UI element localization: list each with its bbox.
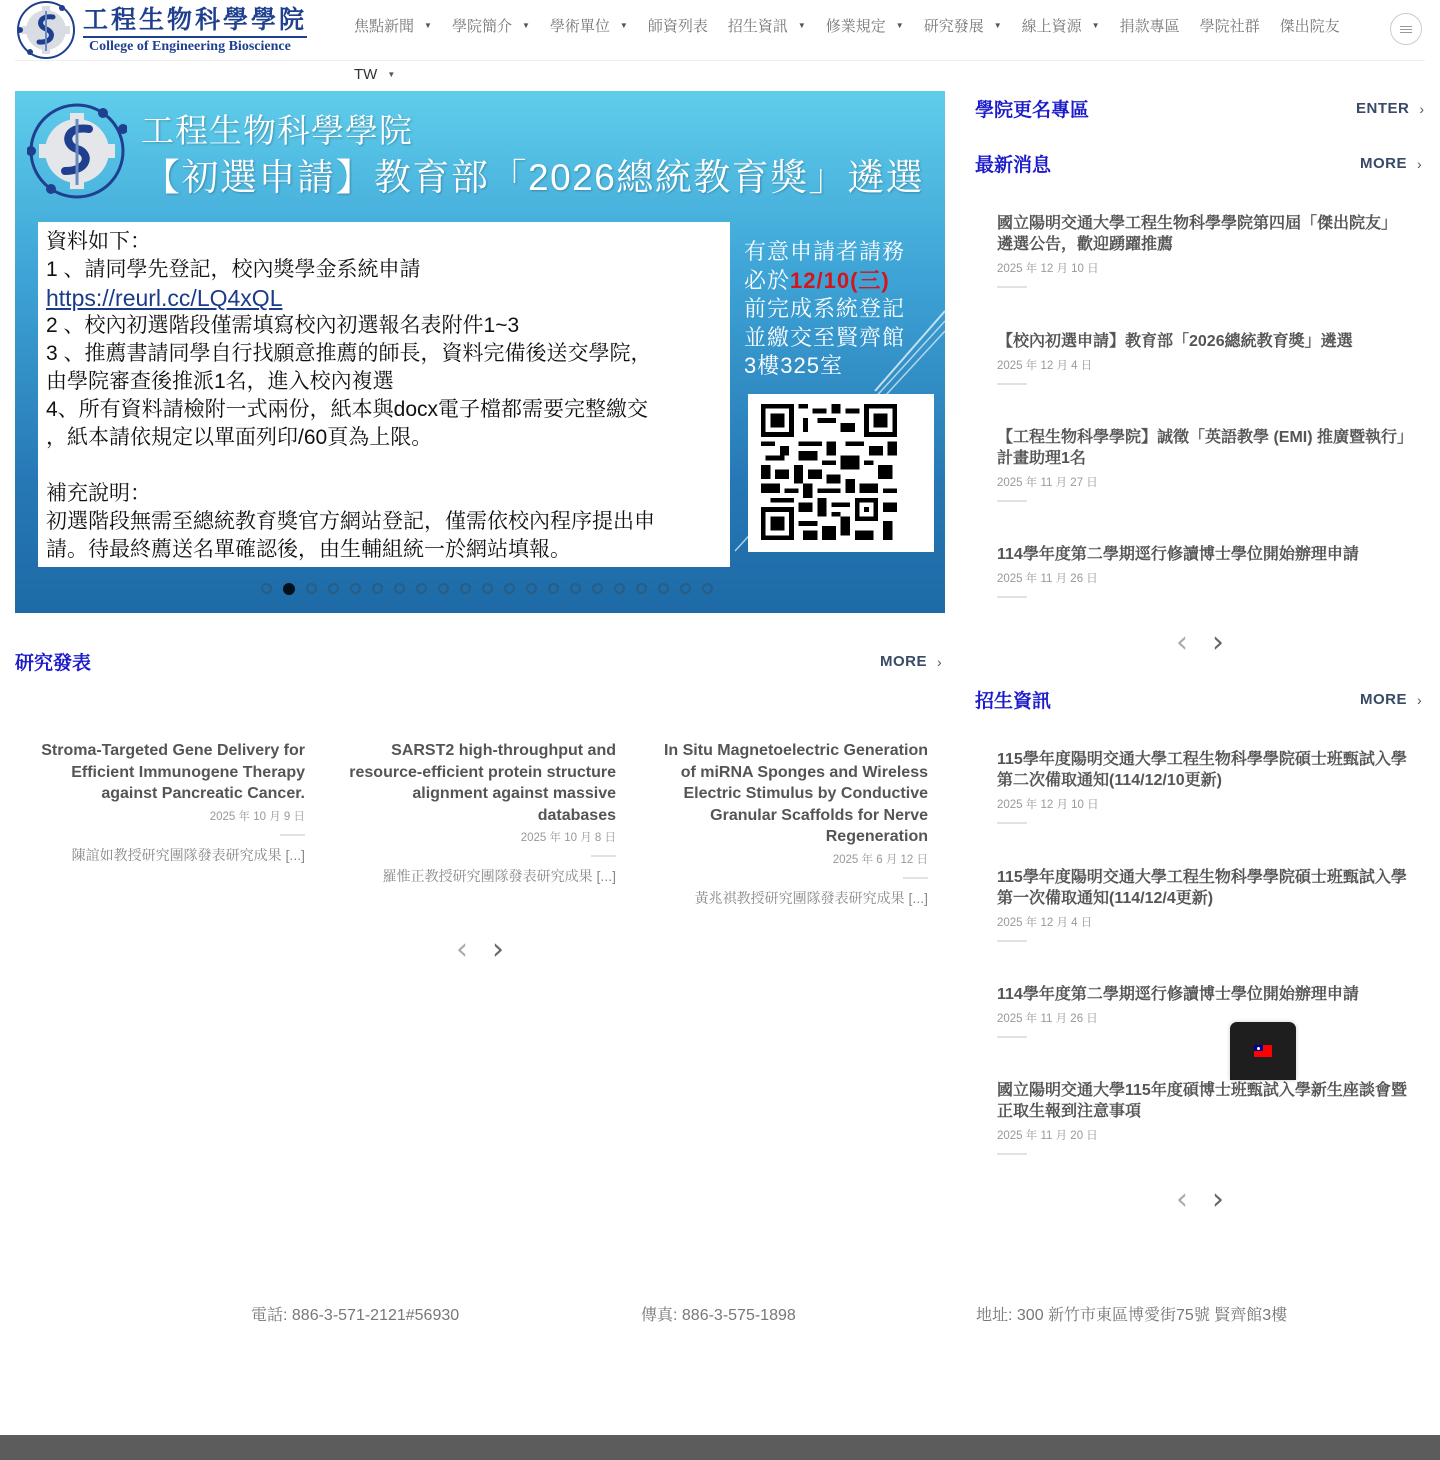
enter-label: ENTER <box>1356 100 1410 117</box>
admissions-item[interactable] <box>997 867 1407 942</box>
news-date: 2025 年 12 月 4 日 <box>997 917 1093 929</box>
footer-address: 地址: 300 新竹市東區博愛街75號 賢齊館3樓 <box>976 1307 1288 1324</box>
nav-label: 學院簡介 <box>451 17 512 35</box>
slider-dot[interactable] <box>416 583 427 594</box>
deadline-line: 3樓325室 <box>744 353 843 378</box>
admissions-more-link[interactable] <box>1360 691 1422 708</box>
more-label: MORE <box>1360 155 1407 172</box>
slide-line: 資料如下： <box>46 230 151 253</box>
slider-dot[interactable] <box>394 583 405 594</box>
caret-down-icon: ▼ <box>521 20 530 30</box>
scholarship-system-link[interactable]: https://reurl.cc/LQ4xQL <box>46 285 283 311</box>
nav-donation[interactable] <box>1120 15 1180 36</box>
logo-chinese-name: 工程生物科學學院 <box>83 5 307 38</box>
chevron-right-icon: › <box>937 653 943 670</box>
slide-emblem-icon <box>27 101 127 201</box>
research-card[interactable] <box>25 740 305 865</box>
research-more-link[interactable] <box>880 653 942 670</box>
slider-dot[interactable] <box>526 583 537 594</box>
deadline-line: 並繳交至賢齊館 <box>744 324 906 350</box>
divider <box>997 822 1027 824</box>
divider <box>903 877 928 879</box>
paper-date: 2025 年 6 月 12 日 <box>832 853 928 866</box>
more-label: MORE <box>1360 691 1407 708</box>
news-title[interactable]: 國立陽明交通大學工程生物科學學院第四屆「傑出院友」遴選公告，歡迎踴躍推薦 <box>997 215 1398 253</box>
caret-down-icon: ▼ <box>797 20 806 30</box>
main-nav <box>344 10 1350 40</box>
caret-down-icon: ▼ <box>895 20 904 30</box>
paper-date: 2025 年 10 月 9 日 <box>209 810 305 823</box>
paper-title[interactable]: In Situ Magnetoelectric Generation of miRNA Sponges and Wireless Electric Stimulus by Conductive Granular Scaffolds for Nerve Regeneration <box>663 742 928 845</box>
deadline-line: 前完成系統登記 <box>744 296 906 321</box>
language-selector[interactable] <box>354 66 395 83</box>
footer-bar <box>0 1435 1440 1460</box>
news-date: 2025 年 11 月 26 日 <box>997 1013 1098 1025</box>
nav-alumni[interactable] <box>1280 15 1340 36</box>
slide-deadline-text <box>744 238 924 381</box>
nav-label: 焦點新聞 <box>354 17 415 35</box>
caret-down-icon: ▼ <box>1091 20 1100 30</box>
next-arrow-icon[interactable]: › <box>1212 1182 1224 1217</box>
next-arrow-icon[interactable]: › <box>492 932 504 967</box>
slider-dot[interactable] <box>261 583 272 594</box>
chevron-right-icon: › <box>1417 155 1423 172</box>
nav-label: 傑出院友 <box>1279 17 1340 35</box>
nav-research[interactable] <box>924 15 1002 36</box>
hero-slider[interactable] <box>15 91 945 613</box>
slider-dot[interactable] <box>680 583 691 594</box>
news-carousel-nav <box>1164 625 1236 660</box>
nav-academic-units[interactable] <box>550 15 628 36</box>
news-title[interactable]: 【工程生物科學學院】誠徵「英語教學 (EMI) 推廣暨執行」計畫助理1名 <box>997 429 1405 467</box>
hamburger-icon <box>1400 26 1412 33</box>
slider-dot[interactable] <box>702 583 713 594</box>
news-date: 2025 年 12 月 4 日 <box>997 360 1093 372</box>
slider-dot[interactable] <box>548 583 559 594</box>
slider-dot[interactable] <box>482 583 493 594</box>
nav-label: 學院社群 <box>1199 17 1260 35</box>
paper-excerpt: 黃兆祺教授研究團隊發表研究成果 [...] <box>694 889 928 906</box>
news-title[interactable]: 【校內初選申請】教育部「2026總統教育獎」遴選 <box>997 333 1353 350</box>
slider-dot[interactable] <box>438 583 449 594</box>
slider-dot[interactable] <box>504 583 515 594</box>
nav-label: 捐款專區 <box>1119 17 1180 35</box>
slider-pagination <box>255 583 718 595</box>
slider-dot[interactable] <box>570 583 581 594</box>
deadline-date: 12/10(三) <box>790 267 890 293</box>
news-title[interactable]: 114學年度第二學期逕行修讀博士學位開始辦理申請 <box>997 986 1359 1003</box>
paper-date: 2025 年 10 月 8 日 <box>520 832 616 844</box>
news-title[interactable]: 115學年度陽明交通大學工程生物科學學院碩士班甄試入學第二次備取通知(114/12/10更新) <box>997 751 1407 789</box>
nav-faculty[interactable] <box>648 15 708 36</box>
qr-code <box>748 394 934 552</box>
news-title[interactable]: 114學年度第二學期逕行修讀博士學位開始辦理申請 <box>997 546 1359 563</box>
news-item[interactable] <box>997 213 1407 288</box>
slide-title-main: 【初選申請】教育部「2026總統教育獎」遴選 <box>143 157 925 198</box>
nav-regulations[interactable] <box>826 15 904 36</box>
nav-label: 師資列表 <box>647 17 708 35</box>
footer-phone: 電話: 886-3-571-2121#56930 <box>251 1307 460 1324</box>
news-item[interactable] <box>997 544 1407 598</box>
slide-line: 補充說明： <box>46 482 151 505</box>
caret-down-icon: ▼ <box>993 20 1002 30</box>
admissions-carousel-nav <box>1164 1182 1236 1217</box>
caret-down-icon: ▼ <box>424 20 432 30</box>
nav-online-resources[interactable] <box>1022 15 1100 36</box>
news-date: 2025 年 12 月 10 日 <box>997 799 1099 811</box>
divider <box>997 940 1027 942</box>
nav-label: 學術單位 <box>549 17 610 35</box>
slide-title-college: 工程生物科學學院 <box>141 112 413 149</box>
slider-dot[interactable] <box>306 583 317 594</box>
nav-about[interactable] <box>452 15 530 36</box>
nav-label: 研究發展 <box>923 17 984 35</box>
logo-english-name: College of Engineering Bioscience <box>89 39 291 54</box>
prev-arrow-icon[interactable]: ‹ <box>1176 1182 1188 1217</box>
nav-focus-news[interactable] <box>354 15 432 36</box>
paper-title[interactable]: Stroma-Targeted Gene Delivery for Efficient Immunogene Therapy against Pancreatic Cancer. <box>41 742 305 802</box>
slider-dot[interactable] <box>614 583 625 594</box>
research-card[interactable] <box>336 740 616 886</box>
research-carousel-nav <box>444 932 516 967</box>
slide-content-box <box>38 222 730 567</box>
news-title[interactable]: 國立陽明交通大學115年度碩博士班甄試入學新生座談會暨正取生報到注意事項 <box>997 1082 1407 1120</box>
rename-enter-link[interactable] <box>1356 100 1425 117</box>
deadline-prefix: 必於 <box>744 267 791 293</box>
nav-label: 招生資訊 <box>727 17 788 35</box>
divider <box>591 855 616 857</box>
divider <box>280 834 305 836</box>
slide-line: 4、所有資料請檢附一式兩份，紙本與docx電子檔都需要完整繳交 <box>46 398 649 421</box>
research-card[interactable] <box>648 740 928 908</box>
slide-line: 2 、校內初選階段僅需填寫校內初選報名表附件1~3 <box>46 314 520 337</box>
divider <box>997 286 1027 288</box>
paper-excerpt: 羅惟正教授研究團隊發表研究成果 [...] <box>382 868 616 884</box>
news-date: 2025 年 11 月 20 日 <box>997 1130 1098 1142</box>
slider-dot[interactable] <box>372 583 383 594</box>
slide-line: 由學院審查後推派1名，進入校內複選 <box>46 370 394 393</box>
slider-dot[interactable] <box>460 583 471 594</box>
divider <box>997 1153 1027 1155</box>
slider-dot[interactable] <box>658 583 669 594</box>
slide-line: 3 、推薦書請同學自行找願意推薦的師長，資料完備後送交學院， <box>46 342 652 365</box>
header-divider <box>15 60 1425 61</box>
section-title-research: 研究發表 <box>15 653 92 674</box>
slider-dot[interactable] <box>350 583 361 594</box>
nav-label: 修業規定 <box>825 17 886 35</box>
caret-down-icon: ▼ <box>387 70 396 79</box>
chevron-right-icon: › <box>1417 691 1423 708</box>
prev-arrow-icon[interactable]: ‹ <box>456 932 468 967</box>
qr-code-icon <box>761 404 897 540</box>
nav-community[interactable] <box>1200 15 1260 36</box>
nav-label: 線上資源 <box>1021 17 1082 35</box>
slider-dot[interactable] <box>592 583 603 594</box>
nav-admissions[interactable] <box>728 15 806 36</box>
news-item[interactable] <box>997 331 1407 385</box>
admissions-item[interactable] <box>997 749 1407 824</box>
news-date: 2025 年 11 月 27 日 <box>997 477 1098 489</box>
slide-line: 請。待最終薦送名單確認後，由生輔組統一於網站填報。 <box>46 538 571 561</box>
news-date: 2025 年 12 月 10 日 <box>997 263 1099 275</box>
divider <box>997 596 1027 598</box>
admissions-item[interactable] <box>997 984 1407 1038</box>
college-logo[interactable] <box>15 0 311 60</box>
divider <box>997 1036 1027 1038</box>
slider-dot[interactable] <box>328 583 339 594</box>
slide-line: ，紙本請依規定以單面列印/60頁為上限。 <box>46 426 433 449</box>
hamburger-menu-button[interactable] <box>1390 13 1422 45</box>
next-arrow-icon[interactable]: › <box>1212 625 1224 660</box>
more-label: MORE <box>880 653 927 670</box>
slider-dot[interactable] <box>283 583 295 595</box>
slider-dot[interactable] <box>636 583 647 594</box>
news-more-link[interactable] <box>1360 155 1422 172</box>
section-title-rename[interactable]: 學院更名專區 <box>975 100 1090 121</box>
deadline-line <box>744 267 924 296</box>
college-emblem-icon <box>15 0 77 61</box>
language-label: TW <box>354 66 378 83</box>
divider <box>997 500 1027 502</box>
section-title-admissions: 招生資訊 <box>975 691 1052 712</box>
news-item[interactable] <box>997 427 1407 502</box>
section-title-news: 最新消息 <box>975 155 1052 176</box>
slide-line: 1 、請同學先登記，校內獎學金系統申請 <box>46 258 421 281</box>
chevron-right-icon: › <box>1419 100 1425 117</box>
prev-arrow-icon[interactable]: ‹ <box>1176 625 1188 660</box>
caret-down-icon: ▼ <box>619 20 628 30</box>
news-title[interactable]: 115學年度陽明交通大學工程生物科學學院碩士班甄試入學第一次備取通知(114/12/4更新) <box>997 869 1407 907</box>
footer-fax: 傳真: 886-3-575-1898 <box>641 1307 796 1324</box>
deadline-line: 有意申請者請務 <box>744 239 906 264</box>
paper-excerpt: 陳誼如教授研究團隊發表研究成果 [...] <box>71 846 305 863</box>
taiwan-flag-icon <box>1254 1045 1272 1057</box>
language-switcher-widget[interactable] <box>1230 1022 1296 1080</box>
admissions-item[interactable] <box>997 1080 1407 1155</box>
site-header <box>0 0 1440 90</box>
slide-line: 初選階段無需至總統教育獎官方網站登記，僅需依校內程序提出申 <box>46 510 655 533</box>
news-date: 2025 年 11 月 26 日 <box>997 573 1098 585</box>
divider <box>997 383 1027 385</box>
paper-title[interactable]: SARST2 high-throughput and resource-efficient protein structure alignment against massive databases <box>349 742 616 824</box>
